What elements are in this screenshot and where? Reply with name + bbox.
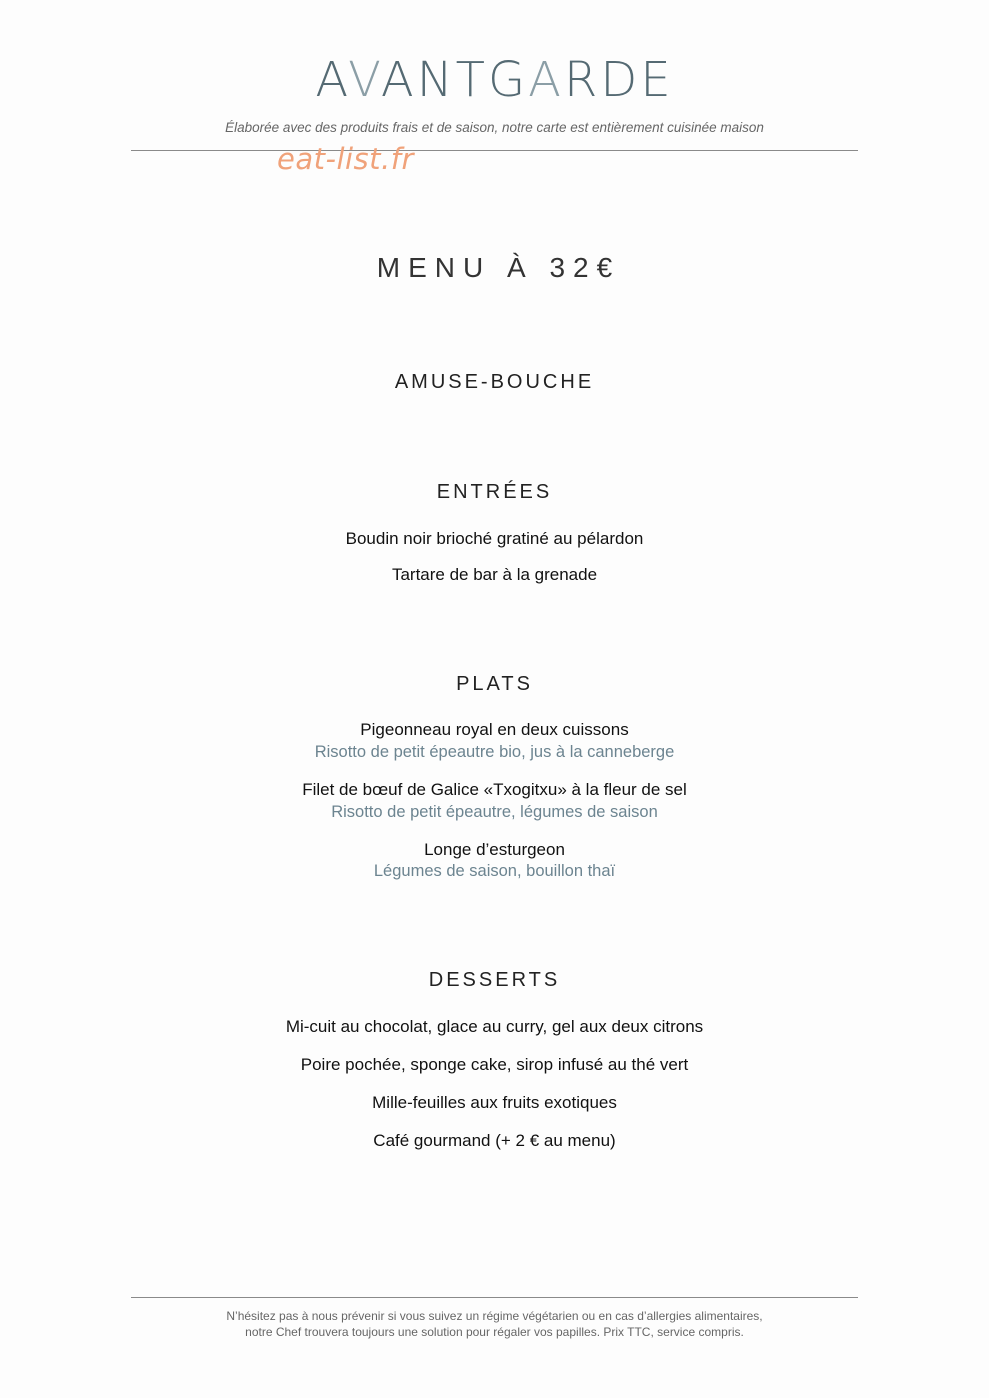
- logo-letter-v: V: [348, 52, 381, 108]
- plat-name: Filet de bœuf de Galice «Txogitxu» à la fleur de sel: [302, 780, 687, 799]
- brand-logo: [0, 52, 989, 108]
- header-divider: [131, 150, 858, 151]
- entree-item: Tartare de bar à la grenade: [391, 565, 598, 584]
- logo-letters-end: RDE: [564, 52, 674, 108]
- dessert-item: Mille-feuilles aux fruits exotiques: [372, 1093, 617, 1112]
- dessert-item: Mi-cuit au chocolat, glace au curry, gel aux deux citrons: [285, 1017, 704, 1036]
- dessert-item: Café gourmand (+ 2 € au menu): [373, 1131, 616, 1150]
- logo-letter: A: [315, 52, 349, 108]
- menu-title: MENU À 32€: [376, 252, 621, 283]
- footer-line: N’hésitez pas à nous prévenir si vous suivez un régime végétarien ou en cas d’allergies alimentaires,: [226, 1309, 763, 1323]
- logo-letter-a: A: [528, 52, 564, 108]
- tagline: Élaborée avec des produits frais et de saison, notre carte est entièrement cuisinée maison: [225, 120, 764, 135]
- watermark: eat-list.fr: [277, 142, 414, 176]
- plat-name: Longe d’esturgeon: [424, 840, 565, 859]
- entree-item: Boudin noir brioché gratiné au pélardon: [345, 529, 644, 548]
- section-title-entrees: ENTRÉES: [436, 481, 553, 503]
- footer-line: notre Chef trouvera toujours une solution pour régaler vos papilles. Prix TTC, service compris.: [245, 1325, 744, 1339]
- footer-divider: [131, 1297, 858, 1298]
- dessert-item: Poire pochée, sponge cake, sirop infusé au thé vert: [300, 1055, 689, 1074]
- section-title-plats: PLATS: [456, 673, 533, 695]
- plat-name: Pigeonneau royal en deux cuissons: [360, 720, 629, 739]
- plat-description: Risotto de petit épeautre, légumes de saison: [331, 803, 658, 821]
- section-title-desserts: DESSERTS: [428, 969, 561, 991]
- plat-description: Risotto de petit épeautre bio, jus à la canneberge: [314, 743, 675, 761]
- logo-letters: ANTG: [380, 52, 529, 108]
- plat-description: Légumes de saison, bouillon thaï: [373, 862, 616, 880]
- section-title-amuse-bouche: AMUSE-BOUCHE: [394, 371, 595, 393]
